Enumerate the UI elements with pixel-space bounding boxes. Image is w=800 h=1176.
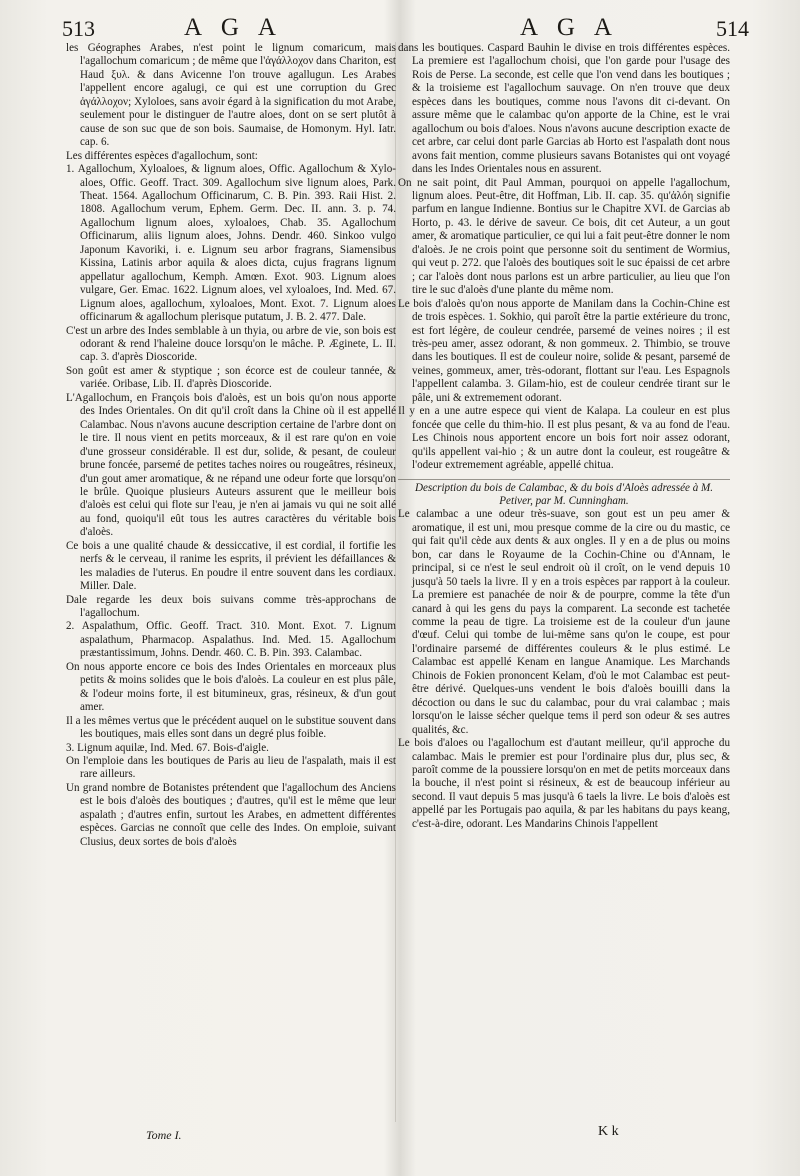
paragraph: 2. Aspalathum, Offic. Geoff. Tract. 310. Mont. Exot. 7. Lignum aspalathum, Pharmacop. Aspalathus. Ind. Med. 15. Agallochum præstantissimum, Johns. Dendr. 460. C. B. Pin. 393. Calambac.	[66, 620, 396, 660]
right-page-number: 514	[716, 16, 749, 41]
section-divider	[398, 479, 730, 480]
left-page-number: 513	[62, 16, 95, 41]
paragraph: On l'emploie dans les boutiques de Paris au lieu de l'aspalath, mais il est rare ailleurs.	[66, 755, 396, 781]
paragraph: 3. Lignum aquilæ, Ind. Med. 67. Bois-d'aigle.	[66, 741, 269, 754]
paragraph: Un grand nombre de Botanistes prétendent que l'agallochum des Anciens est le bois d'aloès des boutiques ; d'autres, qu'il est le même que leur aspalath ; d'autres enfin, surtout les Arabes, en admettent différentes espèces. Garcias ne connoît que celle des Indes. On emploie, suivant Clusius, deux sortes de bois d'aloès	[66, 781, 396, 848]
paragraph: On ne sait point, dit Paul Amman, pourquoi on appelle l'agallochum, lignum aloes. Peut-être, dit Hoffman, Lib. II. cap. 35. qu'ἀλόη signifie parfum en langue Indienne. Bontius sur le Chapitre XVI. de Garcias ab Horto, p. 43. le dérive de saveur. Ce bois, dit cet Auteur, a un gout amer, & aromatique particulier, ce qui lui a fait peut-être donner le nom d'aloès. Je ne crois point que personne soit du sentiment de Wormius, qui veut p. 272. que l'aloès des boutiques soit le suc épaissi de cet arbre ; car l'aloès dont nous parlons est un arbre particulier, au lieu que l'on tire le suc d'aloès d'une plante du même nom.	[398, 176, 730, 297]
section-caption: Description du bois de Calambac, & du bois d'Aloès adressée à M. Petiver, par M. Cunningham.	[414, 481, 714, 507]
right-running-head: A G A	[520, 14, 619, 41]
paragraph: Il a les mêmes vertus que le précédent auquel on le substitue souvent dans les boutiques, mais elles sont dans un degré plus foible.	[66, 714, 396, 741]
paragraph: 1. Agallochum, Xyloaloes, & lignum aloes, Offic. Agallochum & Xylo-aloes, Offic. Geoff. Tract. 309. Agallochum sive lignum aloes, Park. Theat. 1564. Agallochum Officinarum, C. B. Pin. 393. Raii Hist. 2. 1808. Agallochum verum, Ephem. Germ. Dec. II. ann. 3. p. 74. Agallochum lignum aloes, xyloaloes, Chab. 35. Agallochum Officinarum, aliis lignum aloes, Johns. Dendr. 460. Sinkoo vulgo Japonum Kavoriki, i. e. Lignum seu arbor fragrans, Siamensibus Kissina, Latinis arbor aquila & aloes dicta, cujus fragrans lignum appellatur agallochum, Kemph. Amœn. Exot. 903. Lignum aloes vulgare, Ger. Emac. 1622. Lignum aloes, vel xyloaloes, Ind. Med. 67. Lignum aloes, agallochum, xyloaloes, Mont. Exot. 7. Lignum aloes officinarum & agallochum plerisque putatum, J. B. 2. 477. Dale.	[66, 163, 396, 324]
left-running-head: A G A	[184, 14, 283, 41]
right-column	[398, 42, 730, 1132]
paragraph: On nous apporte encore ce bois des Indes Orientales en morceaux plus petits & moins solides que le bois d'aloès. La couleur en est plus pâle, & l'odeur moins forte, il est bitumineux, gras, résineux, & d'un gout amer.	[66, 660, 396, 714]
paragraph: Les différentes espèces d'agallochum, sont:	[66, 149, 258, 162]
paragraph: Il y en a une autre espece qui vient de Kalapa. La couleur en est plus foncée que celle du thim-hio. Il est plus pesant, & va au fond de l'eau. Les Chinois nous apportent encore un bois fort noir assez odorant, qu'ils appellent vai-hio ; & un autre dont la couleur, est rougeâtre & l'odeur extremement agréable, appellé chitua.	[398, 405, 730, 472]
paragraph: Son goût est amer & styptique ; son écorce est de couleur tannée, & variée. Oribase, Lib. II. d'après Dioscoride.	[66, 364, 396, 391]
paragraph: Le calambac a une odeur très-suave, son gout est un peu amer & aromatique, il est uni, mou presque comme de la cire ou du mastic, ce qui fait qu'il cède aux dents & aux ongles. Il y en a de plus ou moins bon, car dans le Royaume de la Cochin-Chine ou d'Annam, le principal, si ce n'est le seul endroit où il croît, on le vend depuis 10 jusqu'à 50 taels la livre. Il y en a trois espèces par rapport à la couleur. La premiere est panachée de noir & de pourpre, comme la tête d'un canard à qui les gens du pays la comparent. La seconde est tachetée comme la peau de tigre. La troisieme est de la couleur d'un jaune d'œuf. Celui qui tombe de lui-même sans qu'on le coupe, est pour l'ordinaire parsemé de différentes couleurs & le plus estimé. Le Calambac est appellé Kenam en langue Anamique. Les Marchands Chinois de Fokien prononcent Kelam, d'où le mot Calambac est peut-être dérivé. Quelques-uns vendent le bois d'aloès bouilli dans la décoction ou dans le suc du calambac, pour du vrai calambac ; mais lorsqu'on le laisse sécher quelque tems il perd son odeur & ses autres qualités, &c.	[398, 508, 730, 736]
volume-label: Tome I.	[146, 1128, 182, 1142]
signature-mark: K k	[598, 1124, 619, 1139]
paragraph: Le bois d'aloes ou l'agallochum est d'autant meilleur, qu'il approche du calambac. Mais le premier est pour l'ordinaire plus dur, plus sec, & paroît comme de la poussiere lorsqu'on en met de petits morceaux dans la bouche, il n'est point si résineux, & est de beaucoup inférieur au second. Il vaut depuis 5 mas jusqu'à 6 taels la livre. Le bois d'aloès est appellé par les Portugais pao aquila, & par les habitans du pays keang, c'est-à-dire, odorant. Les Mandarins Chinois l'appellent	[398, 737, 730, 830]
paragraph: Dale regarde les deux bois suivans comme très-approchans de l'agallochum.	[66, 593, 396, 620]
paragraph: les Géographes Arabes, n'est point le lignum comaricum, mais l'agallochum comaricum ; de même que l'ἀγάλλοχον dans Chariton, est Haud ξυλ. & dans Avicenne l'on trouve agallugun. Les Arabes l'appellent encore agalugi, ce qui est une corruption du Grec ἀγάλλοχον; Xyloloes, sans avoir égard à la signification du mot Arabe, seulement pour le distinguer de l'autre aloes, dont on se sert plutôt à cause de son suc que de son bois. Saumaise, de Homonym. Hyl. Iatr. cap. 6.	[66, 42, 396, 149]
paragraph: C'est un arbre des Indes semblable à un thyia, ou arbre de vie, son bois est odorant & rend l'haleine douce lorsqu'on le mâche. P. Æginete, L. II. cap. 3. d'après Dioscoride.	[66, 324, 396, 364]
paragraph: Ce bois a une qualité chaude & dessiccative, il est cordial, il fortifie les nerfs & le cerveau, il ranime les esprits, il prévient les défaillances & les maladies de l'uterus. En poudre il entre souvent dans les cordiaux. Miller. Dale.	[66, 539, 396, 593]
left-column	[66, 42, 396, 1132]
paragraph: Le bois d'aloès qu'on nous apporte de Manilam dans la Cochin-Chine est de trois espèces. 1. Sokhio, qui paroît être la partie extérieure du tronc, est fort légère, de couleur cendrée, parsemé de veines noires ; il est très-peu amer, assez odorant, & non gommeux. 2. Thimbio, se trouve dans les boutiques. Il est de couleur noire, solide & pesant, parsemé de veines, gommeux, amer, très-odorant, flottant sur l'eau. Les Espagnols l'appellent calamba. 3. Gilam-hio, est de couleur cendrée tirant sur le pâle, uni & extremement odorant.	[398, 297, 730, 404]
paragraph: dans les boutiques. Caspard Bauhin le divise en trois différentes espèces. La premiere est l'agallochum choisi, que l'on garde pour l'usage des Rois de Perse. La seconde, est celle que l'on vend dans les boutiques ; & la troisieme est l'agallochum sauvage. On n'en trouve que deux espèces dans les boutiques, comme nous l'avons dit ci-devant. On assure même que le calambac qu'on apporte de la Chine, est le vrai agallochum ou bois d'aloes. Nous n'avons aucune description exacte de cet arbre, car celui dont parle Garcias ab Horto est l'aspalath dont nous avons fait mention, comme plusieurs savans Botanistes qui ont voyagé dans les Indes Orientales nous en assurent.	[398, 42, 730, 176]
paragraph: L'Agallochum, en François bois d'aloès, est un bois qu'on nous apporte des Indes Orientales. On dit qu'il croît dans la Chine où il est appellé Calambac. Nous n'avons aucune description certaine de l'arbre dont on le tire. Il nous vient en petits morceaux, & il est rare qu'on en voie d'une grosseur considérable. Il est dur, solide, & pesant, de couleur brune foncée, parsemé de petites taches noires ou rougeâtres, résineux, d'un gout amer aromatique, & ne répand une odeur forte que lorsqu'on le brûle. Quoique plusieurs Auteurs assurent que le meilleur bois d'aloès est celui qui flote sur l'eau, je n'en ai jamais vu qui ne soit allé au fond, quoiqu'il eût tous les autres caractères du véritable bois d'aloès.	[66, 391, 396, 539]
